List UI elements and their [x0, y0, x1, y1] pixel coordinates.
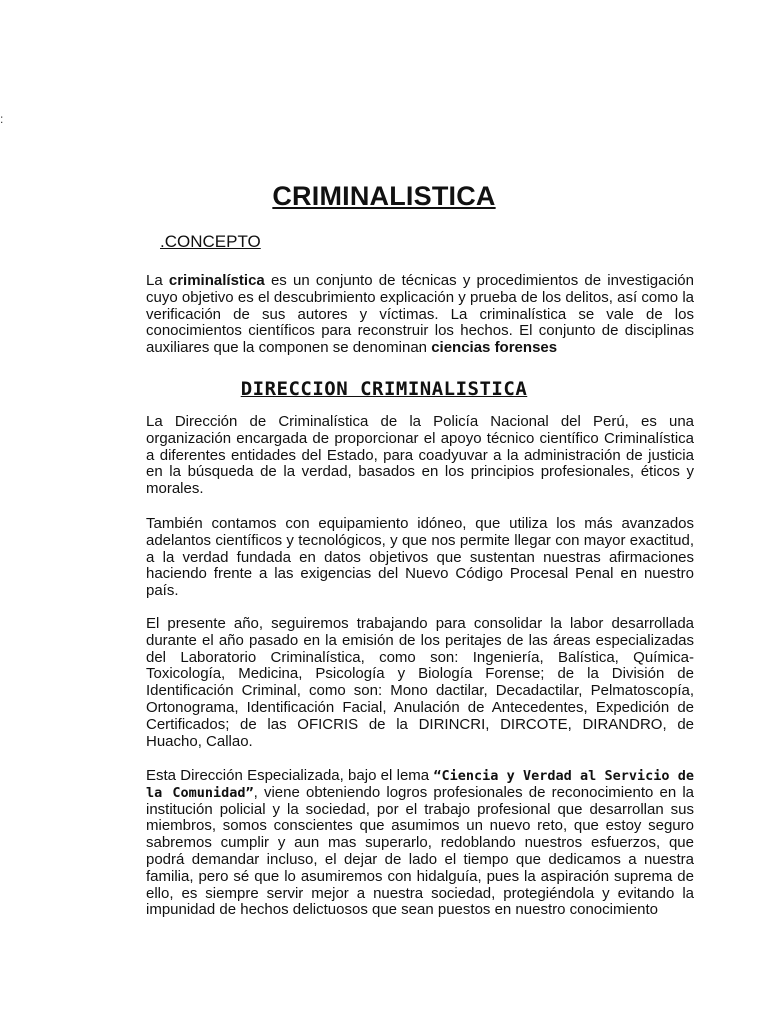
- concept-text-1: La: [146, 272, 169, 289]
- paragraph-presente: El presente año, seguiremos trabajando para consolidar la labor desarrollada durante el año pasado en la emisión de los peritajes de las áreas especializadas del Laboratorio Criminalística, como son: Ingeniería, Balística, Química-Toxicología, Medicina, Psicología y Biología Forense; de la División de Identificación Criminal, como son: Mono dactilar, Decadactilar, Pelmatoscopía, Ortonograma, Identificación Facial, Anulación de Antecedentes, Expedición de Certificados; de las OFICRIS de la DIRINCRI, DIRCOTE, DIRANDRO, de Huacho, Callao.: [146, 615, 694, 750]
- concept-heading: .CONCEPTO: [160, 232, 261, 251]
- paragraph-direccion: La Dirección de Criminalística de la Policía Nacional del Perú, es una organización encargada de proporcionar el apoyo técnico científico Criminalística a diferentes entidades del Estado, para coadyuvar a la administración de justicia en la búsqueda de la verdad, basados en los principios profesionales, éticos y morales.: [146, 413, 694, 498]
- concept-term-ciencias-forenses: ciencias forenses: [431, 339, 558, 357]
- lema-text-2: , viene obteniendo logros profesionales de reconocimiento en la institución policial y la sociedad, por el trabajo profesional que desarrollan sus miembros, somos conscientes que asumimos un nuevo reto, que estoy seguro sabremos cumplir y aun mas superarlo, redoblando nuestros esfuerzos, que podrá demandar incluso, el dejar de lado el tiempo que dedicamos a nuestra familia, pero sé que lo asumiremos con hidalguía, pues la aspiración suprema de ello, es siempre servir mejor a nuestra sociedad, protegiéndola y evitando la impunidad de hechos delictuosos que sean puestos en nuestro conocimiento: [146, 783, 694, 919]
- page-title-text: CRIMINALISTICA: [272, 181, 496, 211]
- concept-paragraph: [146, 273, 694, 357]
- lema-text-1: Esta Dirección Especializada, bajo el lema: [146, 767, 434, 784]
- paragraph-equipamiento: También contamos con equipamiento idóneo, que utiliza los más avanzados adelantos científicos y tecnológicos, y que nos permite llegar con mayor exactitud, a la verdad fundada en datos objetivos que sustentan nuestras afirmaciones haciendo frente a las exigencias del Nuevo Código Procesal Penal en nuestro país.: [146, 515, 694, 600]
- edge-mark: :: [0, 112, 4, 126]
- lema-motto: “Ciencia y Verdad al Servicio de la Comunidad”: [146, 768, 694, 801]
- paragraph-lema: [146, 768, 694, 919]
- page-title: [0, 176, 768, 213]
- concept-text-2: es un conjunto de técnicas y procedimientos de investigación cuyo objetivo es el descubrimiento explicación y prueba de los delitos, así como la verificación de sus autores y víctimas. La criminalística se vale de los conocimientos científicos para reconstruir los hechos. El conjunto de disciplinas auxiliares que la componen se denominan: [146, 272, 694, 357]
- section-heading: [0, 374, 768, 402]
- section-heading-text: DIRECCION CRIMINALISTICA: [240, 378, 528, 400]
- concept-term-criminalistica: criminalística: [168, 272, 265, 289]
